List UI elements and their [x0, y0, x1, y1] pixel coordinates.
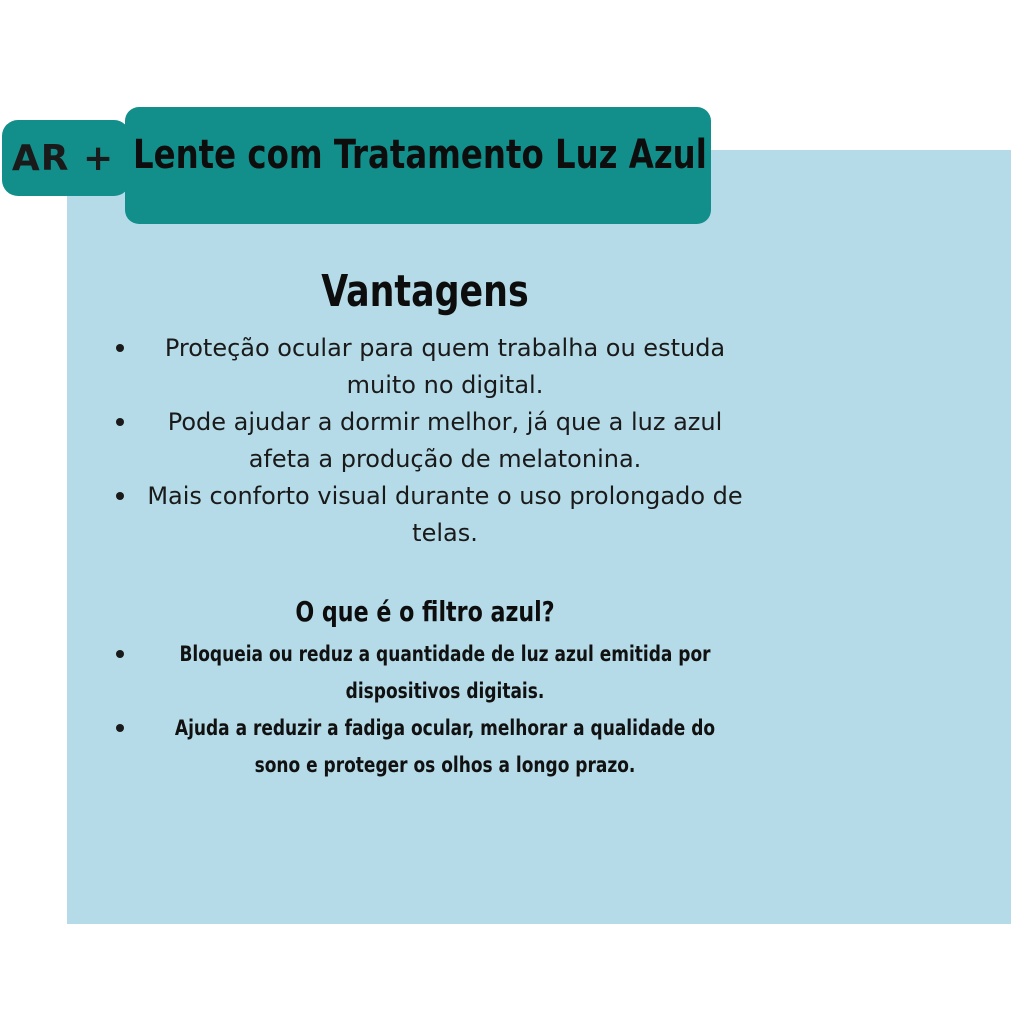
filter-list: [100, 636, 760, 784]
advantages-heading: Vantagens: [321, 266, 529, 317]
list-item: [100, 636, 760, 710]
list-item: [100, 404, 760, 478]
advantages-list: [100, 330, 760, 552]
list-item: [100, 710, 760, 784]
list-item-text: Proteção ocular para quem trabalha ou estuda muito no digital.: [164, 334, 726, 399]
bullet-icon: [116, 418, 124, 426]
list-item: [100, 478, 760, 552]
list-item-text: Ajuda a reduzir a fadiga ocular, melhorar a qualidade do sono e proteger os olhos a longo prazo.: [174, 716, 716, 777]
ar-plus-badge: AR +: [2, 120, 130, 196]
bullet-icon: [116, 344, 124, 352]
list-item-text: Bloqueia ou reduz a quantidade de luz azul emitida por dispositivos digitais.: [179, 642, 711, 703]
list-item-text: Mais conforto visual durante o uso prolongado de telas.: [147, 482, 743, 547]
bullet-icon: [116, 650, 124, 658]
bullet-icon: [116, 492, 124, 500]
bullet-icon: [116, 724, 124, 732]
list-item: [100, 330, 760, 404]
page-title: Lente com Tratamento Luz Azul: [133, 132, 707, 178]
list-item-text: Pode ajudar a dormir melhor, já que a luz azul afeta a produção de melatonina.: [167, 408, 723, 473]
filter-heading: O que é o filtro azul?: [295, 595, 555, 628]
